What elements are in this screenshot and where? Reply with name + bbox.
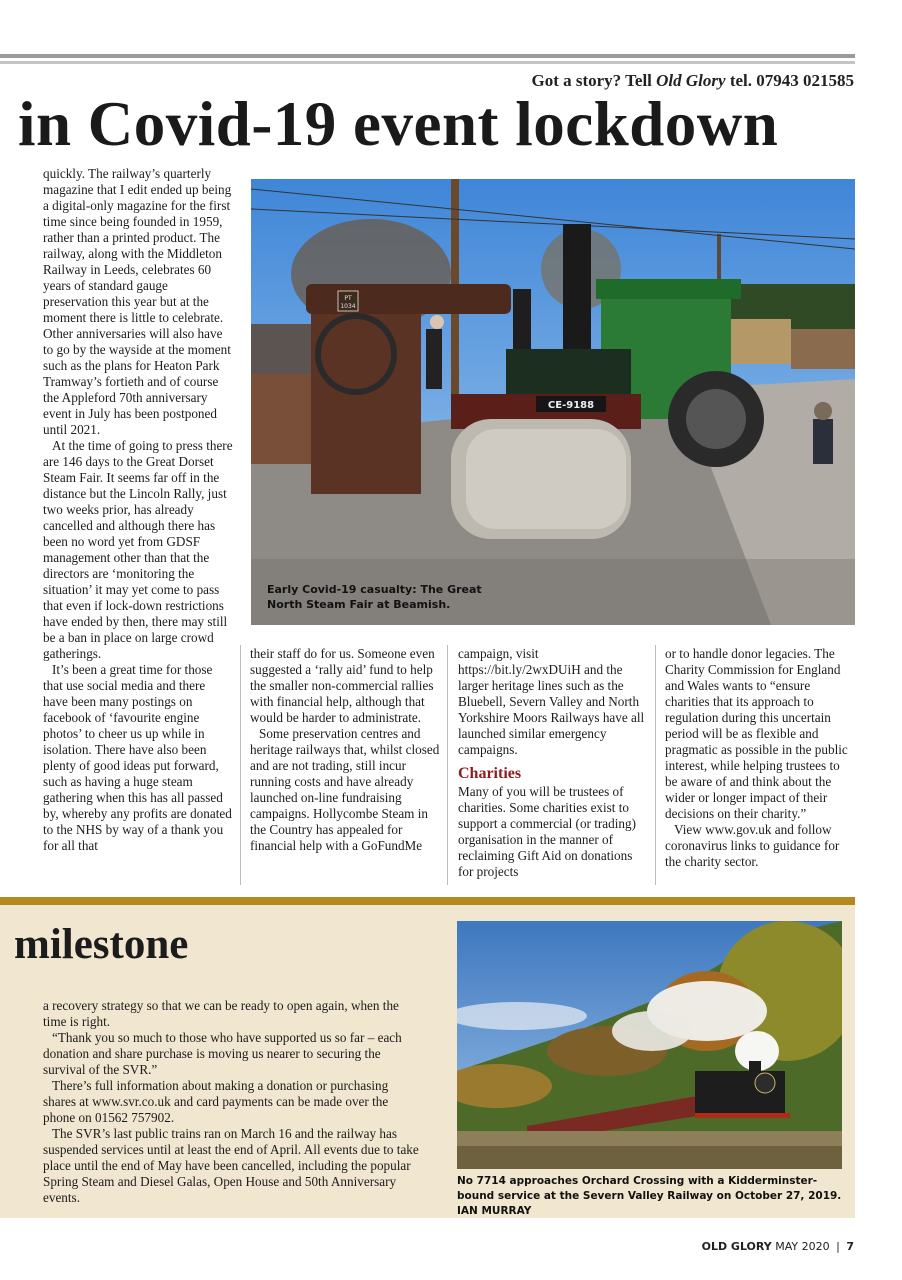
tagline-brand: Old Glory xyxy=(656,71,726,90)
footer-issue: MAY 2020 xyxy=(775,1240,830,1253)
top-rule-thin xyxy=(0,61,855,64)
tagline-prefix: Got a story? Tell xyxy=(531,71,657,90)
paragraph: quickly. The railway’s quarterly magazine that I edit ended up being a digital-only magazine for the first time since being founded in 1959, rather than a printed product. The railway, along with the Middleton Railway in Leeds, celebrates 60 years of standard gauge preservation this year but at the moment there is little to celebrate. Other anniversaries will also have to go by the wayside at the moment such as the plans for Heaton Park Tramway’s fortieth and of course the Appleford 70th anniversary event in July has been postponed until 2021. xyxy=(43,166,232,437)
paragraph: or to handle donor legacies. The Charity Commission for England and Wales wants to “ensure charities that its approach to regulation during this uncertain period will be as flexible and pragmatic as possible in the public interest, while helping trustees to be aware of and think about the wider or longer impact of their decisions on their charity.” xyxy=(665,646,848,821)
paragraph: The SVR’s last public trains ran on March 16 and the railway has suspended services until at least the end of April. All events due to take place until the end of May have been cancelled, including the popular Spring Steam and Diesel Galas, Open House and 50th Anniversary events. xyxy=(43,1126,419,1205)
panel-headline: milestone xyxy=(14,921,189,968)
footer-separator: | xyxy=(836,1240,840,1253)
paragraph: Many of you will be trustees of charities. Some charities exist to support a commercial (or trading) organisation in the manner of reclaiming Gift Aid on donations for projects xyxy=(458,784,636,879)
section-divider-bar xyxy=(0,897,855,905)
panel-text xyxy=(43,998,423,1206)
column-divider xyxy=(240,645,241,885)
paragraph: campaign, visit https://bit.ly/2wxDUiH and the larger heritage lines such as the Bluebell, Severn Valley and North Yorkshire Moors Railways have all launched similar emergency campaigns. xyxy=(458,646,645,757)
footer-brand: OLD GLORY xyxy=(701,1240,772,1253)
steam-roller-photo xyxy=(251,179,855,625)
paragraph: It’s been a great time for those that use social media and there have been many postings on facebook of ‘favourite engine photos’ to cheer us up while in isolation. There have also been plenty of good ideas put forward, such as having a huge steam gathering when this has all passed by, whereby any profits are donated to the NHS by way of a thank you for all that xyxy=(43,662,232,853)
photo-caption: Early Covid-19 casualty: The Great North Steam Fair at Beamish. xyxy=(267,583,482,611)
paragraph: View www.gov.uk and follow coronavirus links to guidance for the charity sector. xyxy=(665,822,840,869)
tagline-phone: tel. 07943 021585 xyxy=(725,71,854,90)
paragraph: At the time of going to press there are 146 days to the Great Dorset Steam Fair. It seems far off in the distance but the Lincoln Rally, just two weeks prior, has already cancelled and although there has been no word yet from GDSF management other than that the directors are ‘monitoring the situation’ it may yet come to pass that even if lock-down restrictions have ended by then, there may still be a ban in place on large crowd gatherings. xyxy=(43,438,233,661)
paragraph: Some preservation centres and heritage railways that, whilst closed and are not trading, still incur running costs and have already launched on-line fundraising campaigns. Hollycombe Steam in the Country has appealed for financial help with a GoFundMe xyxy=(250,726,440,853)
page-number: 7 xyxy=(846,1240,854,1253)
paragraph: “Thank you so much to those who have supported us so far – each donation and share purchase is moving us nearer to securing the survival of the SVR.” xyxy=(43,1030,402,1077)
van-plate-line-1: PT xyxy=(344,295,352,302)
roller-plate: CE-9188 xyxy=(547,400,595,411)
top-rule xyxy=(0,54,855,58)
column-divider xyxy=(447,645,448,885)
paragraph: their staff do for us. Someone even suggested a ‘rally aid’ fund to help the smaller non-commercial rallies with financial help, although that would be harder to administrate. xyxy=(250,646,435,725)
page-footer xyxy=(702,1240,854,1253)
steam-train-photo xyxy=(457,921,842,1169)
train-photo-caption: No 7714 approaches Orchard Crossing with a Kidderminster-bound service at the Severn Valley Railway on October 27, 2019. IAN MURRAY xyxy=(457,1175,842,1217)
page-headline: in Covid-19 event lockdown xyxy=(18,89,779,159)
article-column-4 xyxy=(665,646,855,870)
steam-train-illustration xyxy=(457,921,842,1169)
paragraph: There’s full information about making a donation or purchasing shares at www.svr.co.uk and card payments can be made over the phone on 01562 757902. xyxy=(43,1078,389,1125)
column-divider xyxy=(655,645,656,885)
article-column-1 xyxy=(43,166,233,854)
article-column-3 xyxy=(458,646,648,880)
van-plate-line-2: 1034 xyxy=(340,303,356,310)
article-column-2 xyxy=(250,646,440,854)
steam-roller-illustration xyxy=(251,179,855,625)
subheading-charities: Charities xyxy=(458,765,522,782)
paragraph: a recovery strategy so that we can be ready to open again, when the time is right. xyxy=(43,998,399,1029)
